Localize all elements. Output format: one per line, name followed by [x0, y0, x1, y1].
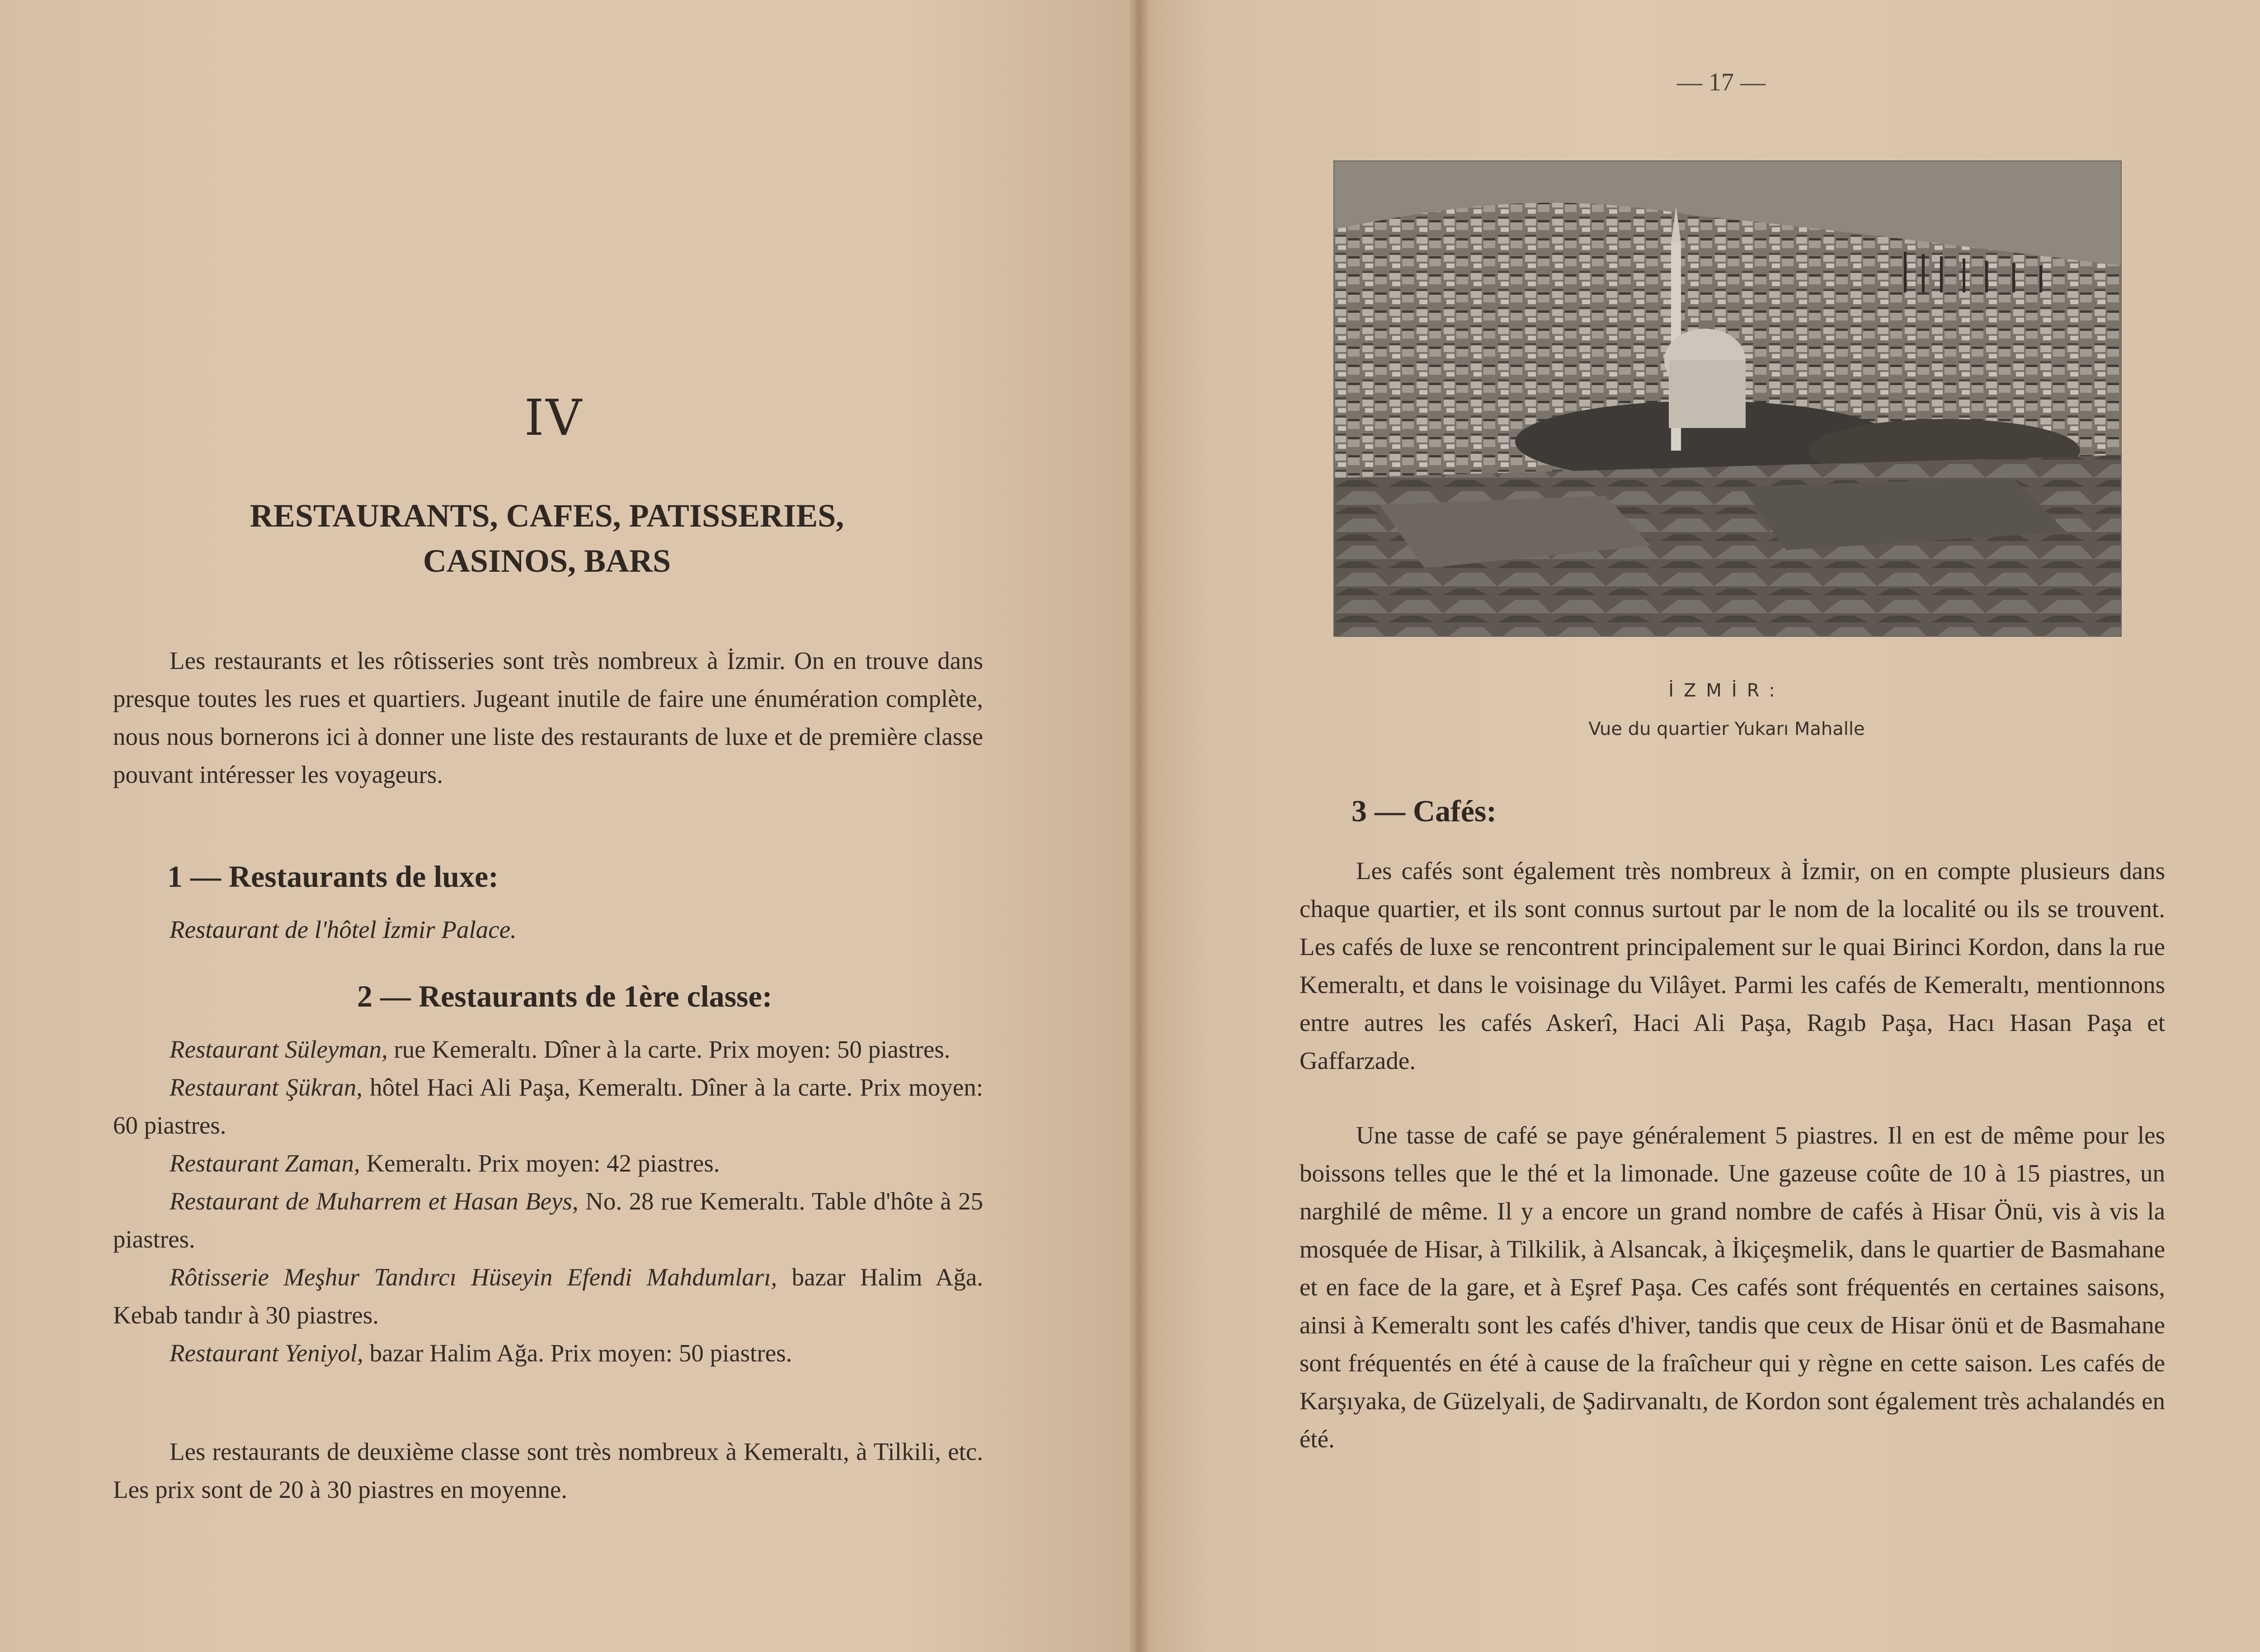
- chapter-heading-line2: CASINOS, BARS: [423, 543, 671, 579]
- restaurant-list: [113, 1031, 983, 1372]
- photo-caption-description: Vue du quartier Yukarı Mahalle: [1588, 719, 1865, 739]
- restaurant-name: Restaurant Şükran,: [170, 1073, 363, 1101]
- restaurant-entry: [113, 1182, 983, 1258]
- restaurant-entry: [113, 1068, 983, 1144]
- section-luxe-title: 1 — Restaurants de luxe:: [167, 859, 499, 894]
- restaurant-entry: [113, 1144, 983, 1182]
- restaurant-details: No. 28 rue Kemeraltı. Table d'hôte à 25 piastres.: [113, 1187, 983, 1253]
- restaurant-details: rue Kemeraltı. Dîner à la carte. Prix moyen: 50 piastres.: [387, 1035, 951, 1063]
- restaurant-details: bazar Halim Ağa. Prix moyen: 50 piastres.: [363, 1339, 792, 1367]
- section-cafes-title: 3 — Cafés:: [1351, 794, 1497, 828]
- section-luxe-item: Restaurant de l'hôtel İzmir Palace.: [170, 916, 517, 943]
- restaurant-name: Rôtisserie Meşhur Tandırcı Hüseyin Efendi Mahdumları,: [170, 1263, 777, 1291]
- intro-paragraph: Les restaurants et les rôtisseries sont très nombreux à İzmir. On en trouve dans presque toutes les rues et quartiers. Jugeant inutile de faire une énumération complète, nous nous bornerons ici à donner une liste des restaurants de luxe et de première classe pouvant intéresser les voyageurs.: [113, 647, 983, 788]
- restaurant-entry: [113, 1031, 983, 1068]
- cafes-paragraph-2: Une tasse de café se paye généralement 5 piastres. Il en est de même pour les boissons telles que le thé et la limonade. Une gazeuse coûte de 10 à 15 piastres, un narghilé de même. Il y a encore un grand nombre de cafés à Hisar Önü, vis à vis la mosquée de Hisar, à Tilkilik, à Alsancak, à İkiçeşmelik, dans le quartier de Basmahane et en face de la gare, et à Eşref Paşa. Ces cafés sont fréquentés en certaines saisons, ainsi à Kemeraltı sont les cafés d'hiver, tandis que ceux de Hisar önü et de Basmahane sont fréquentés en été à cause de la fraîcheur qui y règne en cette saison. Les cafés de Karşıyaka, de Güzelyali, de Şadirvanaltı, de Kordon sont également très achalandés en été.: [1300, 1121, 2165, 1453]
- restaurant-name: Restaurant Zaman,: [170, 1149, 360, 1177]
- chapter-heading-line1: RESTAURANTS, CAFES, PATISSERIES,: [250, 498, 844, 534]
- restaurant-name: Restaurant Yeniyol,: [170, 1339, 363, 1367]
- restaurant-name: Restaurant Süleyman,: [170, 1035, 388, 1063]
- restaurant-details: hôtel Haci Ali Paşa, Kemeraltı. Dîner à la carte. Prix moyen: 60 piastres.: [113, 1073, 983, 1139]
- city-photo: [1333, 160, 2122, 637]
- restaurant-entry: [113, 1258, 983, 1334]
- page-number: — 17 —: [1677, 68, 1766, 96]
- city-photo-illustration: [1334, 161, 2121, 636]
- photo-caption-place: İZMİR:: [1668, 680, 1785, 701]
- chapter-number: IV: [524, 389, 584, 447]
- restaurant-name: Restaurant de Muharrem et Hasan Beys,: [170, 1187, 579, 1215]
- cafes-paragraph-1: Les cafés sont également très nombreux à İzmir, on en compte plusieurs dans chaque quartier, et ils sont connus surtout par le nom de la localité ou ils se trouvent. Les cafés de luxe se rencontrent principalement sur le quai Birinci Kordon, dans la rue Kemeraltı, et dans le voisinage du Vilâyet. Parmi les cafés de Kemeraltı, mentionnons entre autres les cafés Askerî, Haci Ali Paşa, Ragıb Paşa, Hacı Hasan Paşa et Gaffarzade.: [1300, 857, 2165, 1074]
- section-first-class-title: 2 — Restaurants de 1ère classe:: [357, 979, 772, 1013]
- restaurant-details: bazar Halim Ağa. Kebab tandır à 30 piastres.: [113, 1263, 983, 1329]
- restaurant-entry: [113, 1334, 983, 1372]
- closing-paragraph: Les restaurants de deuxième classe sont très nombreux à Kemeraltı, à Tilkili, etc. Les prix sont de 20 à 30 piastres en moyenne.: [113, 1438, 983, 1503]
- restaurant-details: Kemeraltı. Prix moyen: 42 piastres.: [360, 1149, 720, 1177]
- book-spine: [1130, 0, 1148, 1652]
